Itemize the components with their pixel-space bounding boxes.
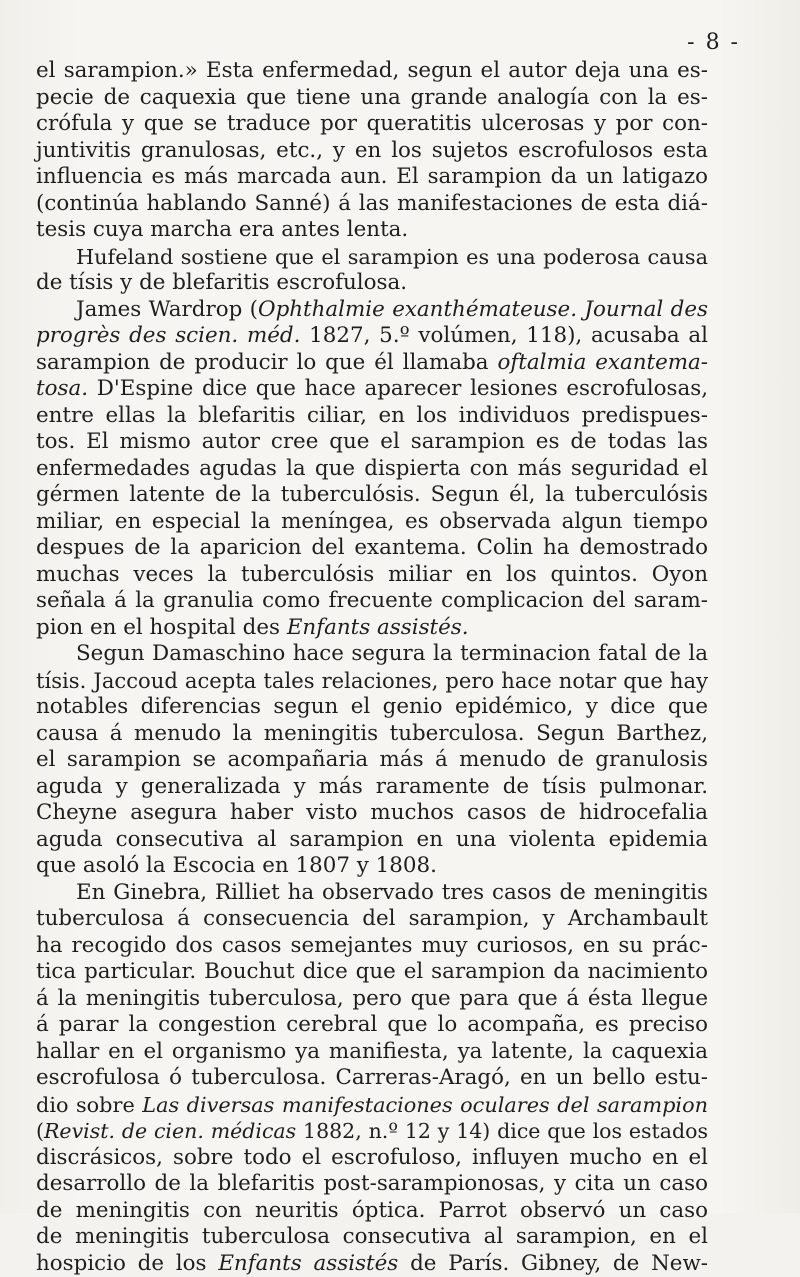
text-segment: enfermedades agudas la que dispierta con más seguridad el	[36, 456, 708, 481]
text-segment: tísis. Jaccoud acepta tales relaciones, pero hace notar que hay	[36, 668, 708, 693]
text-segment: tica particular. Bouchut dice que el sarampion da nacimiento	[36, 959, 708, 984]
text-segment: de tísis y de blefaritis escrofulosa.	[36, 270, 407, 295]
text-segment: tos. El mismo autor cree que el sarampion es de todas las	[36, 429, 708, 454]
text-line	[36, 641, 708, 668]
text-line	[36, 933, 708, 960]
text-line	[36, 1012, 708, 1039]
text-line	[36, 85, 708, 112]
text-line	[36, 244, 708, 271]
text-line	[36, 164, 708, 191]
text-line	[36, 986, 708, 1013]
text-line	[36, 509, 708, 536]
text-line	[36, 747, 708, 774]
text-line	[36, 456, 708, 483]
text-segment: el sarampion se acompañaria más á menudo de granulosis	[36, 747, 708, 772]
text-line	[36, 217, 708, 244]
text-segment: ha recogido dos casos semejantes muy curiosos, en su prác-	[36, 933, 708, 958]
text-segment: desarrollo de la blefaritis post-sarampionosas, y cita un caso	[36, 1171, 708, 1196]
text-segment: á parar la congestion cerebral que lo acompaña, es preciso	[36, 1012, 708, 1037]
text-segment: el sarampion.» Esta enfermedad, segun el autor deja una es-	[36, 58, 708, 83]
text-segment: aguda consecutiva al sarampion en una violenta epidemia	[36, 827, 708, 852]
text-segment: Cheyne asegura haber visto muchos casos de hidrocefalia	[36, 800, 708, 825]
text-line	[36, 429, 708, 456]
text-line	[36, 350, 708, 377]
text-segment: dio sobre	[36, 1093, 142, 1117]
text-segment: gérmen latente de la tuberculósis. Segun él, la tuberculósis	[36, 482, 708, 507]
text-segment: juntivitis granulosas, etc., y en los sujetos escrofulosos esta	[36, 138, 708, 163]
text-segment: pecie de caquexia que tiene una grande analogía con la es-	[36, 85, 708, 110]
text-line	[36, 1171, 708, 1198]
text-line	[36, 959, 708, 986]
text-segment: tesis cuya marcha era antes lenta.	[36, 217, 408, 242]
text-segment: de meningitis tuberculosa consecutiva al sarampion, en el	[36, 1224, 708, 1249]
text-line	[36, 1065, 708, 1092]
italic-text-segment: progrès des scien. méd.	[36, 323, 300, 348]
text-segment: hospicio de los	[36, 1251, 218, 1276]
text-segment: de meningitis con neuritis óptica. Parrot observó un caso	[36, 1198, 708, 1223]
text-line	[36, 376, 708, 403]
body-text	[36, 58, 708, 1277]
text-line	[36, 403, 708, 430]
text-line	[36, 482, 708, 509]
page-number: - 8 -	[0, 30, 740, 55]
text-segment: que asoló la Escocia en 1807 y 1808.	[36, 853, 437, 878]
text-segment: influencia es más marcada aun. El sarampion da un latigazo	[36, 164, 708, 189]
text-line	[36, 774, 708, 801]
text-segment: Hufeland sostiene que el sarampion es una poderosa causa	[76, 245, 708, 269]
text-segment: James Wardrop (	[76, 297, 258, 322]
text-segment: 1882, n.º 12 y 14) dice que los estados	[296, 1119, 708, 1143]
italic-text-segment: Ophthalmie exanthémateuse. Journal des	[258, 297, 708, 322]
text-line	[36, 721, 708, 748]
text-segment: señala á la granulia como frecuente complicacion del saram-	[36, 588, 708, 613]
text-segment: (	[36, 1119, 44, 1143]
text-segment: crófula y que se traduce por queratitis ulcerosas y por con-	[36, 111, 708, 136]
text-segment: D'Espine dice que hace aparecer lesiones escrofulosas,	[88, 376, 708, 401]
italic-text-segment: Revist. de cien. médicas	[44, 1119, 296, 1143]
text-line	[36, 1118, 708, 1145]
text-line	[36, 111, 708, 138]
text-line	[36, 270, 708, 297]
text-segment: discrásicos, sobre todo el escrofuloso, influyen mucho en el	[36, 1145, 708, 1170]
text-segment: tuberculosa á consecuencia del sarampion, y Archambault	[36, 906, 708, 931]
text-segment: (continúa hablando Sanné) á las manifestaciones de esta diá-	[36, 191, 708, 216]
text-segment: notables diferencias segun el genio epidémico, y dice que	[36, 694, 708, 719]
text-line	[36, 588, 708, 615]
text-segment: sarampion de producir lo que él llamaba	[36, 350, 497, 375]
text-segment: á la meningitis tuberculosa, pero que para que á ésta llegue	[36, 986, 708, 1011]
text-line	[36, 191, 708, 218]
text-line	[36, 615, 708, 642]
text-line	[36, 1039, 708, 1066]
italic-text-segment: Enfants assistés	[218, 1251, 398, 1276]
text-line	[36, 535, 708, 562]
text-segment: despues de la aparicion del exantema. Colin ha demostrado	[36, 535, 708, 560]
text-line	[36, 880, 708, 907]
text-segment: pion en el hospital des	[36, 615, 287, 640]
italic-text-segment: tosa.	[36, 376, 88, 401]
text-segment: causa á menudo la meningitis tuberculosa. Segun Barthez,	[36, 721, 708, 746]
text-segment: 1827, 5.º volúmen, 118), acusaba al	[300, 323, 708, 348]
text-segment: entre ellas la blefaritis ciliar, en los individuos predispues-	[36, 403, 708, 428]
text-segment: escrofulosa ó tuberculosa. Carreras-Aragó, en un bello estu-	[36, 1065, 708, 1090]
italic-text-segment: Enfants assistés.	[287, 615, 469, 640]
text-line	[36, 1092, 708, 1119]
text-line	[36, 323, 708, 350]
text-line	[36, 668, 708, 695]
text-segment: Segun Damaschino hace segura la terminacion fatal de la	[76, 641, 708, 666]
text-line	[36, 138, 708, 165]
text-line	[36, 1251, 708, 1277]
text-segment: miliar, en especial la meníngea, es observada algun tiempo	[36, 509, 708, 534]
text-segment: muchas veces la tuberculósis miliar en los quintos. Oyon	[36, 562, 708, 587]
text-line	[36, 562, 708, 589]
text-line	[36, 694, 708, 721]
text-segment: En Ginebra, Rilliet ha observado tres casos de meningitis	[76, 880, 708, 905]
text-line	[36, 800, 708, 827]
italic-text-segment: Las diversas manifestaciones oculares del sarampion	[142, 1093, 708, 1117]
italic-text-segment: oftalmia exantema-	[497, 350, 708, 375]
text-segment: aguda y generalizada y más raramente de tísis pulmonar.	[36, 774, 708, 799]
text-segment: de París. Gibney, de New-	[398, 1251, 708, 1276]
text-line	[36, 853, 708, 880]
text-line	[36, 58, 708, 85]
text-line	[36, 906, 708, 933]
text-line	[36, 1198, 708, 1225]
text-line	[36, 297, 708, 324]
text-segment: hallar en el organismo ya manifiesta, ya latente, la caquexia	[36, 1039, 708, 1064]
text-line	[36, 1145, 708, 1172]
text-line	[36, 1224, 708, 1251]
text-line	[36, 827, 708, 854]
